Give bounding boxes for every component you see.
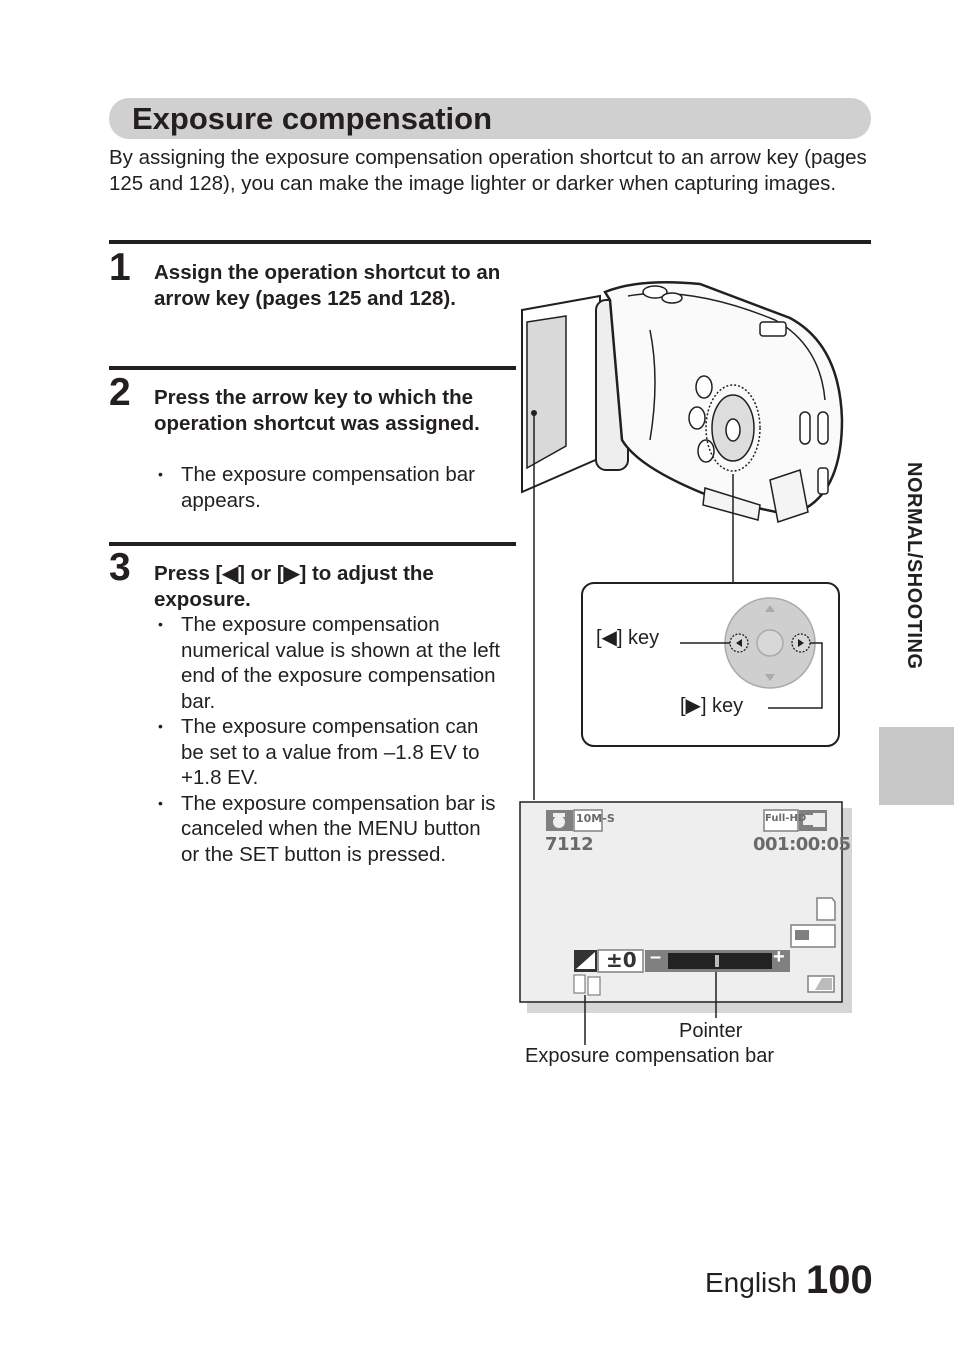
step-2-number: 2 [109, 371, 131, 414]
list-item: • The exposure compensation can be set to a value from –1.8 EV to +1.8 EV. [158, 714, 503, 791]
exposure-pointer [715, 955, 719, 967]
exposure-minus: – [650, 946, 662, 968]
list-item: • The exposure compensation bar is canceled when the MENU button or the SET button is pressed. [158, 791, 503, 868]
exposure-bar-callout: Exposure compensation bar [525, 1045, 775, 1067]
footer-language: English [705, 1267, 797, 1298]
list-item: • The exposure compensation bar appears. [158, 462, 503, 513]
record-time: 001:00:05 [753, 834, 851, 855]
step-2-heading: Press the arrow key to which the operation shortcut was assigned. [154, 386, 480, 435]
step-1-heading: Assign the operation shortcut to an arrow key (pages 125 and 128). [154, 261, 501, 310]
list-item: • The exposure compensation numerical value is shown at the left end of the exposure compensation bar. [158, 612, 503, 714]
exposure-value: ±0 [606, 948, 637, 972]
step-3-heading: Press [◀] or [▶] to adjust the exposure. [154, 562, 434, 611]
pointer-callout: Pointer [679, 1020, 743, 1042]
camera-illustration [522, 282, 842, 522]
left-key-label: [◀] key [596, 627, 660, 649]
step-3-number: 3 [109, 546, 131, 589]
shots-remaining: 7112 [545, 834, 594, 855]
page-title: Exposure compensation [132, 101, 493, 136]
exposure-plus: + [773, 946, 785, 968]
page-number: 100 [806, 1258, 873, 1302]
right-key-label: [▶] key [680, 695, 744, 717]
intro-paragraph: By assigning the exposure compensation operation shortcut to an arrow key (pages 125 and 128), you can make the image lighter or darker when capturing images. [109, 146, 867, 195]
sd-card-icon [817, 898, 835, 920]
video-mode-label: Full-HD [765, 813, 807, 824]
section-side-label: NORMAL/SHOOTING [903, 462, 925, 670]
step-1-number: 1 [109, 246, 131, 289]
photo-mode-label: 10M-S [576, 812, 615, 825]
